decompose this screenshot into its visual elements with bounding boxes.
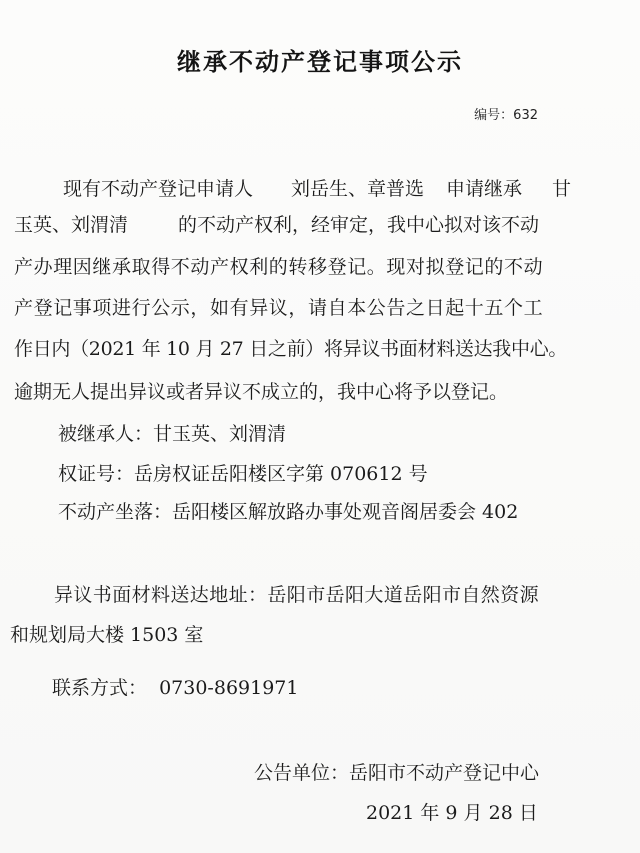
body-line-1-a: 现有不动产登记申请人 [63,178,254,200]
certificate-line: 权证号：岳房权证岳阳楼区字第 070612 号 [58,463,428,485]
objection-address-line-2: 和规划局大楼 1503 室 [10,624,204,646]
location-line: 不动产坐落：岳阳楼区解放路办事处观音阁居委会 402 [58,501,519,523]
body-line-6: 逾期无人提出异议或者异议不成立的，我中心将予以登记。 [14,381,509,403]
applicant-names: 刘岳生、章普选 [291,178,425,200]
body-line-2 [14,216,539,235]
document-number: 编号：632 [474,108,538,123]
body-line-5: 作日内（2021 年 10 月 27 日之前）将异议书面材料送达我中心。 [14,338,568,360]
objection-address-line-1: 异议书面材料送达地址：岳阳市岳阳大道岳阳市自然资源 [54,584,540,606]
body-line-1 [63,180,571,199]
body-line-3: 产办理因继承取得不动产权利的转移登记。现对拟登记的不动 [14,256,544,278]
body-line-1-c: 申请继承 [446,178,523,200]
contact-line: 联系方式： 0730-8691971 [52,677,299,699]
decedent-names-inline: 玉英、刘渭清 [14,214,129,236]
decedent-line: 被继承人：甘玉英、刘渭清 [58,423,287,445]
body-line-4: 产登记事项进行公示，如有异议，请自本公告之日起十五个工 [14,297,544,319]
document-title: 继承不动产登记事项公示 [177,48,463,76]
date-line: 2021 年 9 月 28 日 [366,802,538,824]
body-line-1-d: 甘 [552,178,572,200]
body-line-2-b: 的不动产权利，经审定，我中心拟对该不动 [178,214,540,236]
issuer-line: 公告单位：岳阳市不动产登记中心 [254,762,540,784]
